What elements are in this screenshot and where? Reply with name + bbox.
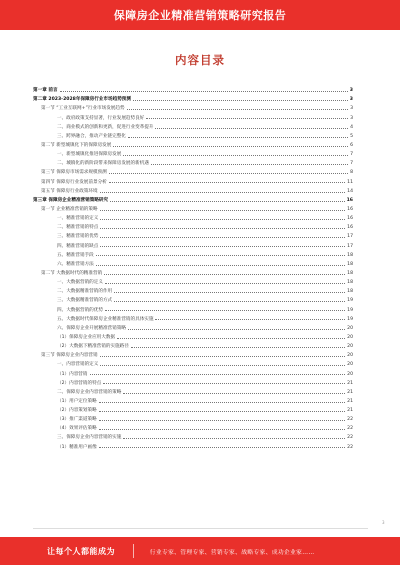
toc-leader-dots [127, 109, 348, 110]
toc-leader-dots [128, 329, 345, 330]
toc-entry-title: （1）保障房企业应用大数据 [57, 334, 116, 340]
toc-entry-title: 二、精准营销的特点 [57, 225, 99, 231]
toc-entry-title: （1）精准用户画像 [57, 444, 97, 450]
toc-entry[interactable] [33, 239, 353, 248]
toc-entry-page: 17 [347, 243, 353, 249]
toc-entry-title: （1）内容营销 [57, 371, 88, 377]
toc-entry-title: 第二章 2023-2028年保障房行业市场趋势预测 [33, 97, 131, 103]
toc-entry-title: 三、跨界融合，推动产业链完整化 [57, 133, 126, 139]
toc-entry-title: 三、保障房企业内容营销的实施 [57, 435, 122, 441]
toc-entry-page: 3 [349, 97, 353, 103]
toc-entry-title: 六、保障房企业开展精准营销策略 [57, 325, 126, 331]
toc-entry[interactable] [33, 395, 353, 404]
toc-leader-dots [155, 319, 345, 320]
toc-entry-title: 第一节 企业精准营销的策略 [41, 206, 98, 212]
toc-entry-title: 三、精准营销的优势 [57, 234, 99, 240]
toc-entry[interactable] [33, 431, 353, 440]
toc-entry-title: 第二节 新型城镇化下的保障房发展 [41, 142, 112, 148]
toc-entry-page: 18 [347, 280, 353, 286]
toc-entry[interactable] [33, 322, 353, 331]
toc-leader-dots [151, 164, 348, 165]
toc-leader-dots [100, 246, 345, 247]
toc-entry[interactable] [33, 303, 353, 312]
toc-entry[interactable] [33, 148, 353, 157]
toc-entry[interactable] [33, 294, 353, 303]
toc-leader-dots [100, 192, 346, 193]
toc-leader-dots [103, 383, 345, 384]
toc-entry-page: 7 [350, 152, 353, 158]
page-number: 3 [382, 520, 385, 525]
toc-entry-page: 20 [347, 344, 353, 350]
toc-entry[interactable] [33, 194, 353, 203]
toc-leader-dots [114, 292, 345, 293]
toc-entry[interactable] [33, 166, 353, 175]
toc-entry[interactable] [33, 130, 353, 139]
toc-entry[interactable] [33, 349, 353, 358]
toc-entry-page: 19 [347, 298, 353, 304]
toc-entry-page: 18 [347, 289, 353, 295]
toc-leader-dots [105, 283, 345, 284]
toc-leader-dots [100, 228, 345, 229]
toc-entry[interactable] [33, 230, 353, 239]
toc-entry-page: 20 [347, 334, 353, 340]
toc-entry[interactable] [33, 84, 353, 93]
toc-entry-page: 20 [347, 362, 353, 368]
toc-entry-title: 一、政府政策支持显著，行业发展趋势良好 [57, 115, 145, 121]
toc-entry[interactable] [33, 111, 353, 120]
toc-entry-page: 20 [347, 325, 353, 331]
toc-entry-page: 18 [347, 261, 353, 267]
toc-leader-dots [117, 338, 345, 339]
toc-entry-title: （1）用户定位策略 [57, 398, 97, 404]
toc-leader-dots [155, 128, 348, 129]
toc-entry-page: 22 [347, 417, 353, 423]
toc-entry[interactable] [33, 358, 353, 367]
toc-entry[interactable] [33, 386, 353, 395]
toc-leader-dots [90, 374, 346, 375]
toc-entry-title: 二、大数据精准营销的作用 [57, 289, 113, 295]
toc-leader-dots [100, 210, 346, 211]
toc-entry-page: 3 [350, 115, 353, 121]
toc-entry-page: 6 [350, 142, 353, 148]
toc-entry[interactable] [33, 121, 353, 130]
toc-entry[interactable] [33, 276, 353, 285]
toc-entry-title: （3）推广渠道策略 [57, 417, 97, 423]
toc-leader-dots [96, 255, 345, 256]
toc-entry-page: 22 [347, 426, 353, 432]
toc-entry-page: 19 [347, 307, 353, 313]
toc-entry-title: 第四节 保障房行业发展前景分析 [41, 179, 107, 185]
toc-leader-dots [109, 173, 348, 174]
toc-entry-page: 14 [347, 188, 353, 194]
toc-entry-title: 四、精准营销的缺点 [57, 243, 99, 249]
toc-leader-dots [146, 118, 348, 119]
toc-entry[interactable] [33, 422, 353, 431]
toc-heading: 内容目录 [175, 53, 225, 67]
toc-entry[interactable] [33, 413, 353, 422]
toc-entry-title: 二、保障房企业内容营销的策略 [57, 389, 122, 395]
toc-entry-title: 二、商业模式的创新和更新，促进行业变革提升 [57, 124, 154, 130]
toc-entry-title: 二、城镇化的新阶段带来保障房发展的新机遇 [57, 161, 149, 167]
toc-leader-dots [60, 91, 348, 92]
toc-entry-page: 7 [350, 161, 353, 167]
toc-entry[interactable] [33, 258, 353, 267]
toc-leader-dots [114, 301, 345, 302]
toc-entry[interactable] [33, 285, 353, 294]
toc-entry-page: 16 [347, 206, 353, 212]
toc-entry[interactable] [33, 267, 353, 276]
toc-entry-title: 第三章 保障房企业精准营销策略研究 [33, 197, 109, 203]
toc-list [33, 84, 353, 450]
toc-entry-title: 第一章 前言 [33, 88, 58, 94]
footer-separator [133, 544, 134, 558]
toc-leader-dots [123, 155, 348, 156]
toc-entry-title: 第三节 保障房市场需求规模预测 [41, 170, 107, 176]
toc-leader-dots [96, 265, 345, 266]
toc-leader-dots [131, 347, 345, 348]
toc-leader-dots [99, 411, 345, 412]
footer-slogan: 让每个人都能成为 [47, 546, 115, 556]
toc-entry-page: 18 [347, 270, 353, 276]
toc-leader-dots [110, 201, 344, 202]
toc-entry-title: 六、精准营销方法 [57, 261, 94, 267]
toc-entry-title: 一、大数据营销的定义 [57, 280, 103, 286]
toc-entry[interactable] [33, 340, 353, 349]
top-banner [0, 0, 400, 30]
toc-entry-title: 第二节 大数据时代的精准营销 [41, 270, 103, 276]
bottom-banner [0, 537, 400, 565]
toc-leader-dots [123, 438, 345, 439]
toc-leader-dots [99, 447, 345, 448]
footer-tagline: 行业专家、管理专家、营销专家、战略专家、成功企业家…… [149, 549, 315, 556]
toc-entry-page: 21 [347, 398, 353, 404]
toc-leader-dots [99, 420, 345, 421]
toc-entry-page: 19 [347, 316, 353, 322]
toc-leader-dots [104, 274, 345, 275]
toc-entry-page: 17 [347, 234, 353, 240]
toc-entry-title: （4）效果评估策略 [57, 426, 97, 432]
toc-entry[interactable] [33, 175, 353, 184]
footer-divider [33, 528, 368, 529]
toc-entry-title: 四、大数据营销的优势 [57, 307, 103, 313]
toc-entry-title: 五、精准营销手段 [57, 252, 94, 258]
toc-entry-page: 22 [347, 444, 353, 450]
toc-entry-title: 第五节 保障房行业政策环境 [41, 188, 98, 194]
toc-leader-dots [123, 393, 345, 394]
toc-entry-title: （2）大数据下精准营销的实施路径 [57, 344, 129, 350]
toc-entry-title: 第三节 保障房企业内容营销 [41, 353, 98, 359]
toc-entry-title: 五、大数据时代保障房企业精准营销的具体实施 [57, 316, 154, 322]
toc-leader-dots [100, 237, 345, 238]
toc-entry-title: （2）内容营销的特点 [57, 380, 102, 386]
toc-entry[interactable] [33, 139, 353, 148]
toc-entry-page: 11 [347, 179, 353, 185]
toc-entry[interactable] [33, 212, 353, 221]
toc-leader-dots [99, 429, 345, 430]
toc-entry[interactable] [33, 203, 353, 212]
toc-entry[interactable] [33, 313, 353, 322]
toc-entry-page: 3 [350, 106, 353, 112]
toc-entry-title: 三、大数据精准营销的方式 [57, 298, 113, 304]
toc-entry-page: 21 [347, 380, 353, 386]
toc-entry-page: 16 [347, 216, 353, 222]
toc-leader-dots [105, 310, 345, 311]
toc-entry-title: 一、精准营销的定义 [57, 216, 99, 222]
toc-entry[interactable] [33, 221, 353, 230]
toc-entry[interactable] [33, 93, 353, 102]
toc-leader-dots [128, 137, 348, 138]
toc-entry[interactable] [33, 185, 353, 194]
toc-leader-dots [113, 146, 348, 147]
toc-entry-page: 3 [349, 88, 353, 94]
toc-entry[interactable] [33, 157, 353, 166]
toc-leader-dots [133, 100, 348, 101]
toc-entry-page: 22 [347, 435, 353, 441]
toc-leader-dots [100, 365, 345, 366]
toc-entry[interactable] [33, 102, 353, 111]
toc-entry[interactable] [33, 377, 353, 386]
toc-entry-page: 16 [346, 197, 353, 203]
toc-entry-page: 20 [347, 371, 353, 377]
toc-entry-page: 20 [347, 353, 353, 359]
toc-entry-page: 5 [350, 133, 353, 139]
toc-entry[interactable] [33, 440, 353, 449]
toc-entry-title: 一、内容营销的定义 [57, 362, 99, 368]
toc-leader-dots [100, 219, 345, 220]
toc-entry-page: 4 [350, 124, 353, 130]
toc-entry[interactable] [33, 367, 353, 376]
toc-entry-title: （2）内容策划策略 [57, 408, 97, 414]
toc-entry[interactable] [33, 249, 353, 258]
toc-entry-page: 21 [347, 408, 353, 414]
toc-entry-page: 18 [347, 252, 353, 258]
toc-entry-title: 一、新型城镇化推进保障房发展 [57, 152, 122, 158]
toc-entry-page: 21 [347, 389, 353, 395]
report-title: 保障房企业精准营销策略研究报告 [113, 9, 287, 22]
toc-leader-dots [99, 402, 345, 403]
toc-leader-dots [109, 182, 345, 183]
toc-leader-dots [100, 356, 346, 357]
toc-entry-page: 16 [347, 225, 353, 231]
toc-entry-page: 8 [350, 170, 353, 176]
toc-entry[interactable] [33, 331, 353, 340]
toc-entry-title: 第一节 “工业互联网+”行业市场发展趋势 [41, 106, 125, 112]
toc-entry[interactable] [33, 404, 353, 413]
